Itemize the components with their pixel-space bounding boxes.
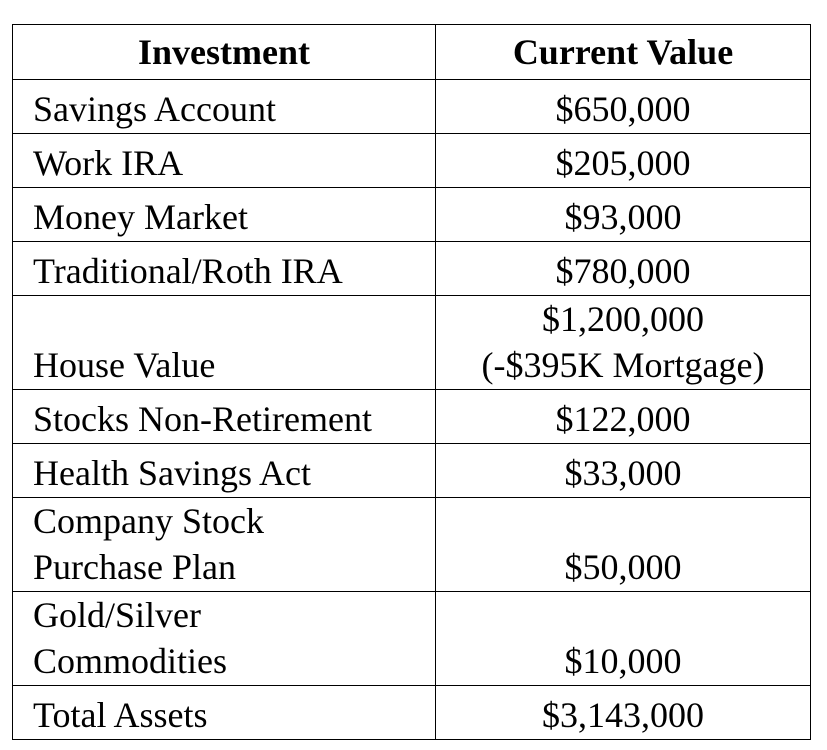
- current-value: $205,000: [555, 143, 691, 183]
- investment-name: Gold/Silver: [33, 595, 201, 635]
- investment-name: Work IRA: [33, 143, 184, 183]
- value-cell: [436, 592, 811, 686]
- table-row: [13, 686, 811, 740]
- value-cell: [436, 686, 811, 740]
- investment-cell: [13, 498, 436, 592]
- investment-cell: [13, 390, 436, 444]
- table-row: [13, 188, 811, 242]
- investment-name: Money Market: [33, 197, 248, 237]
- table-row: [13, 592, 811, 686]
- current-value: $650,000: [555, 89, 691, 129]
- header-row: [13, 25, 811, 80]
- value-cell: [436, 242, 811, 296]
- header-investment: Investment: [13, 25, 436, 80]
- investment-name: Savings Account: [33, 89, 276, 129]
- investment-name: Traditional/Roth IRA: [33, 251, 343, 291]
- value-cell: [436, 444, 811, 498]
- value-cell: [436, 498, 811, 592]
- table-row: [13, 444, 811, 498]
- table-row: [13, 134, 811, 188]
- value-cell: [436, 134, 811, 188]
- current-value: $33,000: [564, 453, 682, 493]
- investment-cell: [13, 242, 436, 296]
- current-value: $1,200,000: [542, 299, 704, 339]
- table-row: [13, 296, 811, 390]
- value-cell: [436, 80, 811, 134]
- header-current-value: Current Value: [436, 25, 811, 80]
- investment-cell: [13, 188, 436, 242]
- table-row: [13, 242, 811, 296]
- investment-cell: [13, 592, 436, 686]
- current-value: $3,143,000: [542, 695, 704, 735]
- investment-cell: [13, 134, 436, 188]
- current-value: $780,000: [555, 251, 691, 291]
- investment-name: Stocks Non-Retirement: [33, 399, 372, 439]
- table-row: [13, 390, 811, 444]
- current-value: $50,000: [564, 547, 682, 587]
- current-value: $122,000: [555, 399, 691, 439]
- table-row: [13, 80, 811, 134]
- value-cell: [436, 390, 811, 444]
- investment-name: House Value: [33, 345, 216, 385]
- investment-name: Purchase Plan: [33, 547, 236, 587]
- investment-cell: [13, 686, 436, 740]
- current-value: $93,000: [564, 197, 682, 237]
- investment-cell: [13, 444, 436, 498]
- investment-cell: [13, 80, 436, 134]
- investment-name: Commodities: [33, 641, 228, 681]
- investment-name: Health Savings Act: [33, 453, 311, 493]
- current-value: $10,000: [564, 641, 682, 681]
- investment-cell: [13, 296, 436, 390]
- table-row: [13, 498, 811, 592]
- value-cell: [436, 296, 811, 390]
- investment-name: Company Stock: [33, 501, 264, 541]
- investment-table: [12, 24, 811, 740]
- investment-name: Total Assets: [33, 695, 208, 735]
- current-value: (-$395K Mortgage): [481, 345, 765, 385]
- table-body: [13, 80, 811, 740]
- value-cell: [436, 188, 811, 242]
